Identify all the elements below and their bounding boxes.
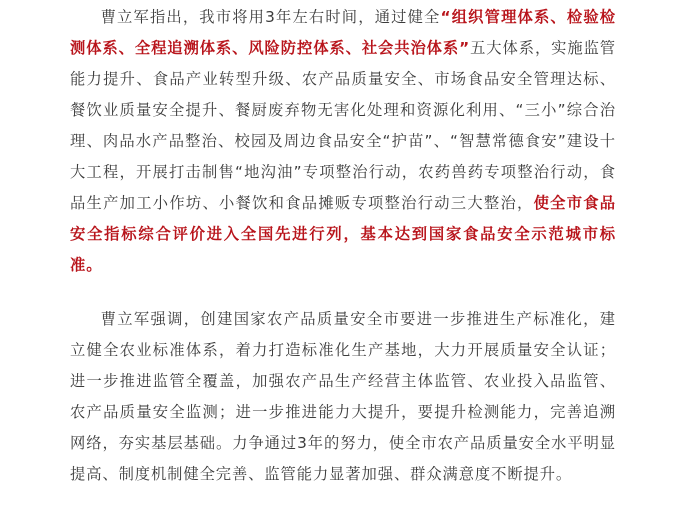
article-body: [70, 0, 616, 490]
highlighted-goal-statement: 使全市食品安全指标综合评价进入全国先进行列，基本达到国家食品安全示范城市标准。: [70, 194, 616, 274]
highlighted-five-systems: “组织管理体系、检验检测体系、全程追溯体系、风险防控体系、社会共治体系”: [70, 8, 616, 57]
paragraph-agri-quality: [70, 304, 616, 490]
paragraph-text: 曹立军强调，创建国家农产品质量安全市要进一步推进生产标准化，建立健全农业标准体系，着力打造标准化生产基地，大力开展质量安全认证；进一步推进监管全覆盖，加强农产品生产经营主体监管、农业投入品监管、农产品质量安全监测；进一步推进能力大提升，要提升检测能力，完善追溯网络，夯实基层基础。力争通过3年的努力，使全市农产品质量安全水平明显提高、制度机制健全完善、监管能力显著加强、群众满意度不断提升。: [70, 310, 616, 483]
paragraph-food-safety-plan: [70, 0, 616, 281]
paragraph-text: 曹立军指出，我市将用3年左右时间，通过健全: [100, 8, 441, 26]
paragraph-text: 五大体系，实施监管能力提升、食品产业转型升级、农产品质量安全、市场食品安全管理达标、餐饮业质量安全提升、餐厨废弃物无害化处理和资源化利用、“三小”综合治理、肉品水产品整治、校园及周边食品安全“护苗”、“智慧常德食安”建设十大工程，开展打击制售“地沟油”专项整治行动，农药兽药专项整治行动，食品生产加工小作坊、小餐饮和食品摊贩专项整治行动三大整治，: [70, 39, 616, 212]
